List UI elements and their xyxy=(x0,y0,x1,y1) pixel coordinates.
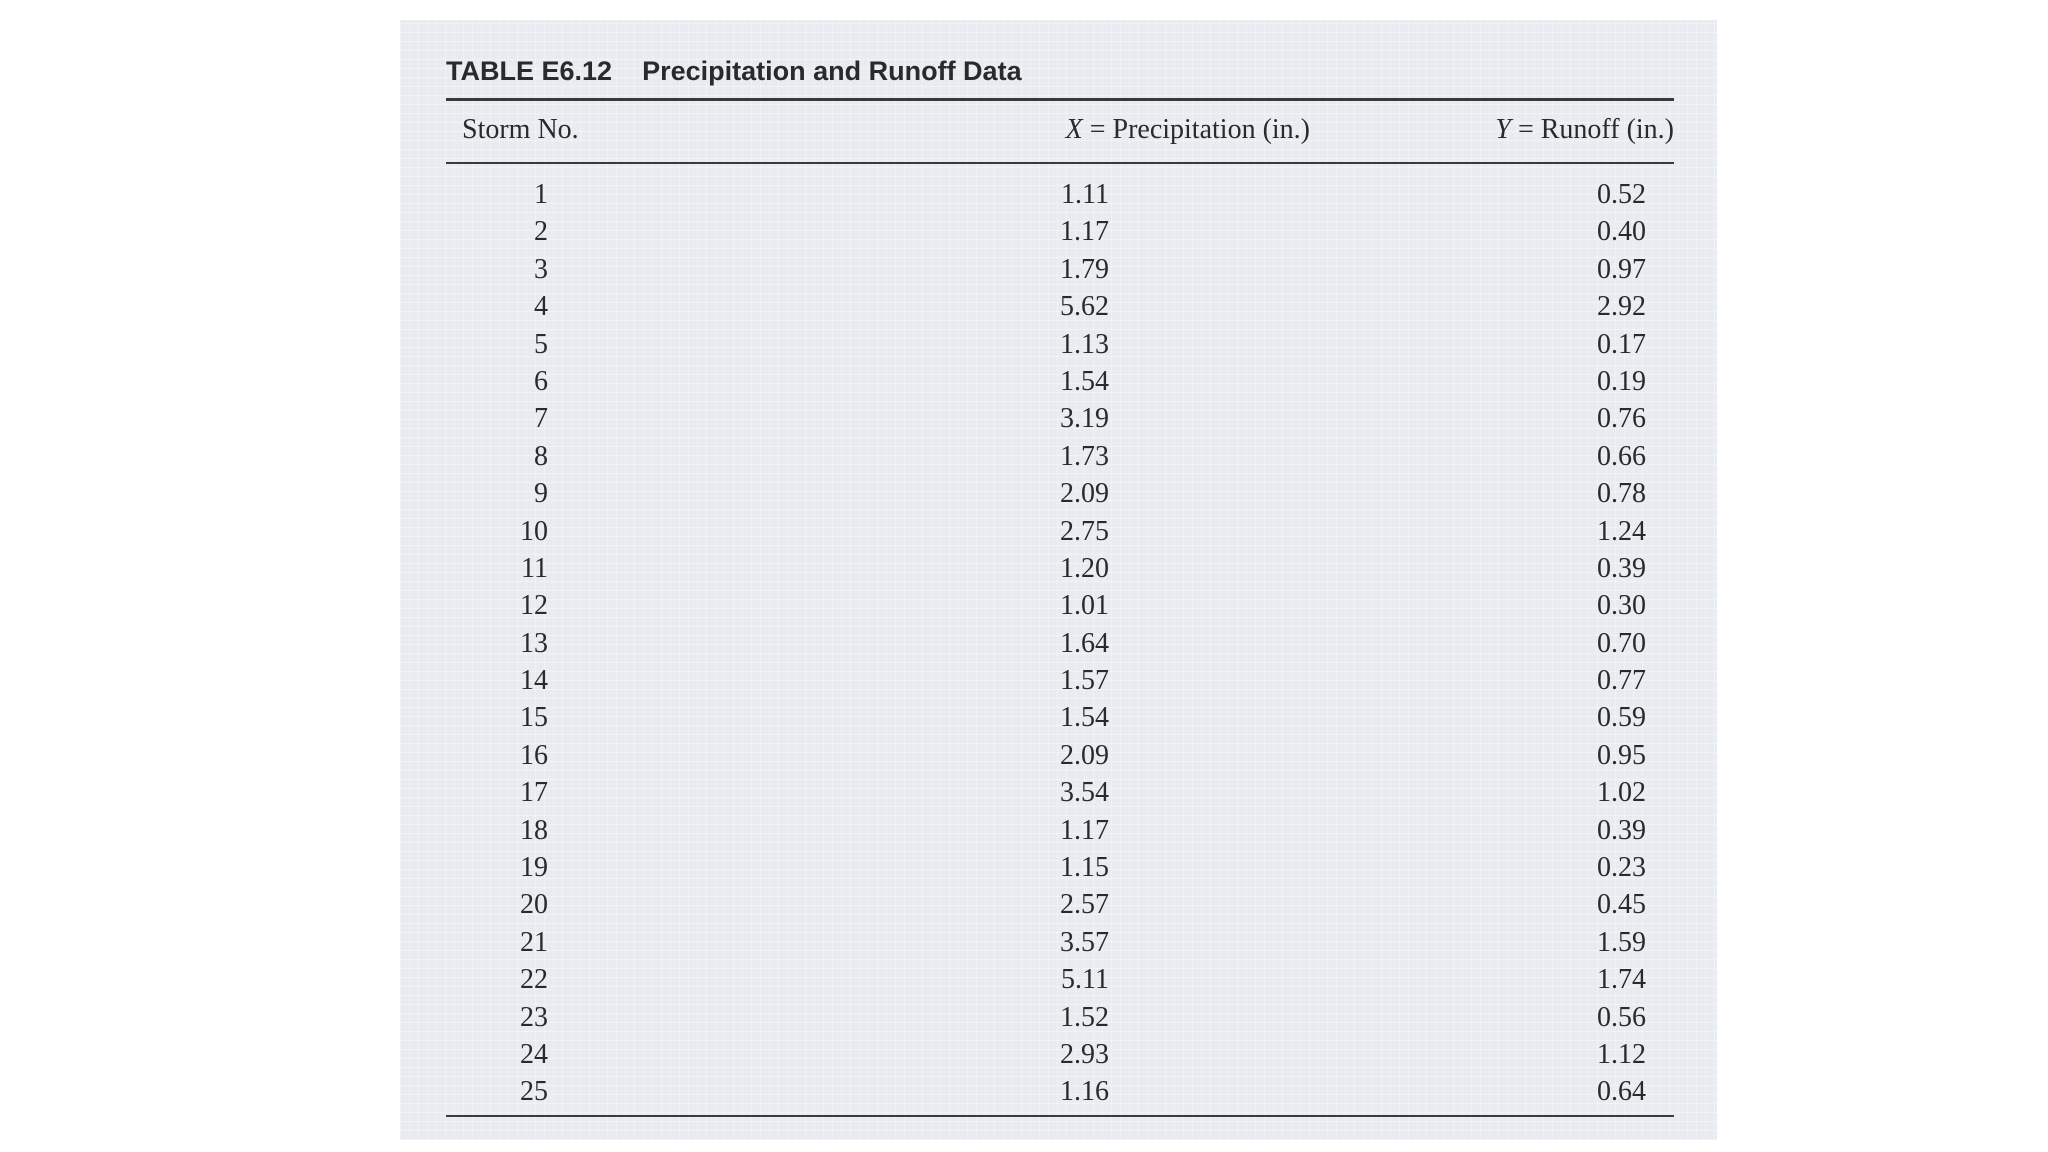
cell-runoff: 2.92 xyxy=(1597,291,1646,323)
cell-storm-no: 19 xyxy=(520,852,548,884)
cell-precipitation: 1.73 xyxy=(1060,440,1109,472)
cell-precipitation: 2.75 xyxy=(1060,515,1109,547)
cell-runoff: 1.12 xyxy=(1597,1038,1646,1070)
header-runoff xyxy=(1495,114,1674,146)
header-rule xyxy=(446,162,1674,164)
cell-precipitation: 3.57 xyxy=(1060,926,1109,958)
cell-precipitation: 1.54 xyxy=(1060,702,1109,734)
cell-precipitation: 1.13 xyxy=(1060,328,1109,360)
cell-storm-no: 21 xyxy=(520,926,548,958)
table-row xyxy=(446,737,1674,774)
table-row xyxy=(446,438,1674,475)
table-row xyxy=(446,662,1674,699)
cell-storm-no: 3 xyxy=(534,253,548,285)
table-row xyxy=(446,699,1674,736)
cell-storm-no: 10 xyxy=(520,515,548,547)
table-row xyxy=(446,550,1674,587)
cell-runoff: 0.45 xyxy=(1597,889,1646,921)
cell-runoff: 0.97 xyxy=(1597,253,1646,285)
cell-runoff: 0.70 xyxy=(1597,627,1646,659)
cell-runoff: 1.24 xyxy=(1597,515,1646,547)
table-caption xyxy=(446,56,1022,87)
table-header xyxy=(446,114,1674,154)
table-row xyxy=(446,513,1674,550)
cell-runoff: 0.78 xyxy=(1597,478,1646,510)
table-row xyxy=(446,999,1674,1036)
cell-runoff: 0.40 xyxy=(1597,216,1646,248)
table-row xyxy=(446,886,1674,923)
table-caption-title: Precipitation and Runoff Data xyxy=(642,56,1022,86)
table-row xyxy=(446,475,1674,512)
cell-runoff: 0.95 xyxy=(1597,739,1646,771)
cell-runoff: 1.74 xyxy=(1597,964,1646,996)
table-row xyxy=(446,363,1674,400)
cell-storm-no: 25 xyxy=(520,1076,548,1108)
table-row xyxy=(446,251,1674,288)
cell-precipitation: 2.93 xyxy=(1060,1038,1109,1070)
cell-storm-no: 9 xyxy=(534,478,548,510)
table-row xyxy=(446,288,1674,325)
cell-storm-no: 11 xyxy=(521,552,548,584)
table-row xyxy=(446,176,1674,213)
cell-storm-no: 8 xyxy=(534,440,548,472)
cell-storm-no: 13 xyxy=(520,627,548,659)
cell-storm-no: 12 xyxy=(520,590,548,622)
cell-precipitation: 2.09 xyxy=(1060,478,1109,510)
cell-runoff: 1.02 xyxy=(1597,777,1646,809)
table-row xyxy=(446,213,1674,250)
table-row xyxy=(446,625,1674,662)
cell-runoff: 0.77 xyxy=(1597,665,1646,697)
cell-storm-no: 7 xyxy=(534,403,548,435)
cell-runoff: 0.52 xyxy=(1597,179,1646,210)
cell-storm-no: 20 xyxy=(520,889,548,921)
header-storm-no: Storm No. xyxy=(462,114,579,145)
cell-precipitation: 1.54 xyxy=(1060,365,1109,397)
cell-runoff: 0.39 xyxy=(1597,552,1646,584)
cell-storm-no: 16 xyxy=(520,739,548,771)
cell-storm-no: 23 xyxy=(520,1001,548,1033)
cell-precipitation: 3.54 xyxy=(1060,777,1109,809)
cell-precipitation: 1.79 xyxy=(1060,253,1109,285)
cell-runoff: 0.23 xyxy=(1597,852,1646,884)
cell-runoff: 0.30 xyxy=(1597,590,1646,622)
cell-storm-no: 5 xyxy=(534,328,548,360)
cell-storm-no: 4 xyxy=(534,291,548,323)
header-x-label: = Precipitation (in.) xyxy=(1082,114,1310,145)
scanned-table-page xyxy=(400,20,1717,1140)
cell-runoff: 0.19 xyxy=(1597,365,1646,397)
table-body xyxy=(400,176,1717,1111)
cell-precipitation: 1.17 xyxy=(1060,216,1109,248)
table-row xyxy=(446,1036,1674,1073)
cell-precipitation: 1.11 xyxy=(1061,179,1109,210)
header-y-symbol: Y xyxy=(1495,114,1511,145)
cell-runoff: 0.17 xyxy=(1597,328,1646,360)
cell-storm-no: 22 xyxy=(520,964,548,996)
cell-precipitation: 1.52 xyxy=(1060,1001,1109,1033)
header-x-symbol: X xyxy=(1065,114,1083,145)
table-row xyxy=(446,326,1674,363)
cell-storm-no: 2 xyxy=(534,216,548,248)
table-row xyxy=(446,924,1674,961)
table-row xyxy=(446,849,1674,886)
cell-storm-no: 24 xyxy=(520,1038,548,1070)
table-row xyxy=(446,961,1674,998)
cell-runoff: 0.66 xyxy=(1597,440,1646,472)
cell-precipitation: 2.09 xyxy=(1060,739,1109,771)
table-row xyxy=(446,812,1674,849)
header-precipitation xyxy=(446,114,1310,146)
cell-runoff: 0.76 xyxy=(1597,403,1646,435)
cell-storm-no: 17 xyxy=(520,777,548,809)
cell-precipitation: 5.11 xyxy=(1061,964,1109,996)
cell-storm-no: 14 xyxy=(520,665,548,697)
cell-precipitation: 1.57 xyxy=(1060,665,1109,697)
cell-storm-no: 1 xyxy=(534,179,548,210)
cell-precipitation: 1.17 xyxy=(1060,814,1109,846)
cell-precipitation: 1.16 xyxy=(1060,1076,1109,1108)
table-caption-label: TABLE E6.12 xyxy=(446,56,613,86)
cell-storm-no: 18 xyxy=(520,814,548,846)
table-row xyxy=(446,400,1674,437)
cell-runoff: 1.59 xyxy=(1597,926,1646,958)
table-row xyxy=(446,774,1674,811)
cell-precipitation: 1.64 xyxy=(1060,627,1109,659)
cell-storm-no: 6 xyxy=(534,365,548,397)
bottom-rule xyxy=(446,1115,1674,1117)
cell-precipitation: 5.62 xyxy=(1060,291,1109,323)
table-row xyxy=(446,587,1674,624)
top-rule xyxy=(446,98,1674,101)
cell-runoff: 0.59 xyxy=(1597,702,1646,734)
table-row xyxy=(446,1073,1674,1110)
cell-runoff: 0.39 xyxy=(1597,814,1646,846)
cell-precipitation: 1.20 xyxy=(1060,552,1109,584)
cell-runoff: 0.56 xyxy=(1597,1001,1646,1033)
header-y-label: = Runoff (in.) xyxy=(1510,114,1674,145)
cell-precipitation: 3.19 xyxy=(1060,403,1109,435)
cell-precipitation: 1.15 xyxy=(1060,852,1109,884)
cell-storm-no: 15 xyxy=(520,702,548,734)
cell-precipitation: 2.57 xyxy=(1060,889,1109,921)
cell-precipitation: 1.01 xyxy=(1060,590,1109,622)
cell-runoff: 0.64 xyxy=(1597,1076,1646,1108)
